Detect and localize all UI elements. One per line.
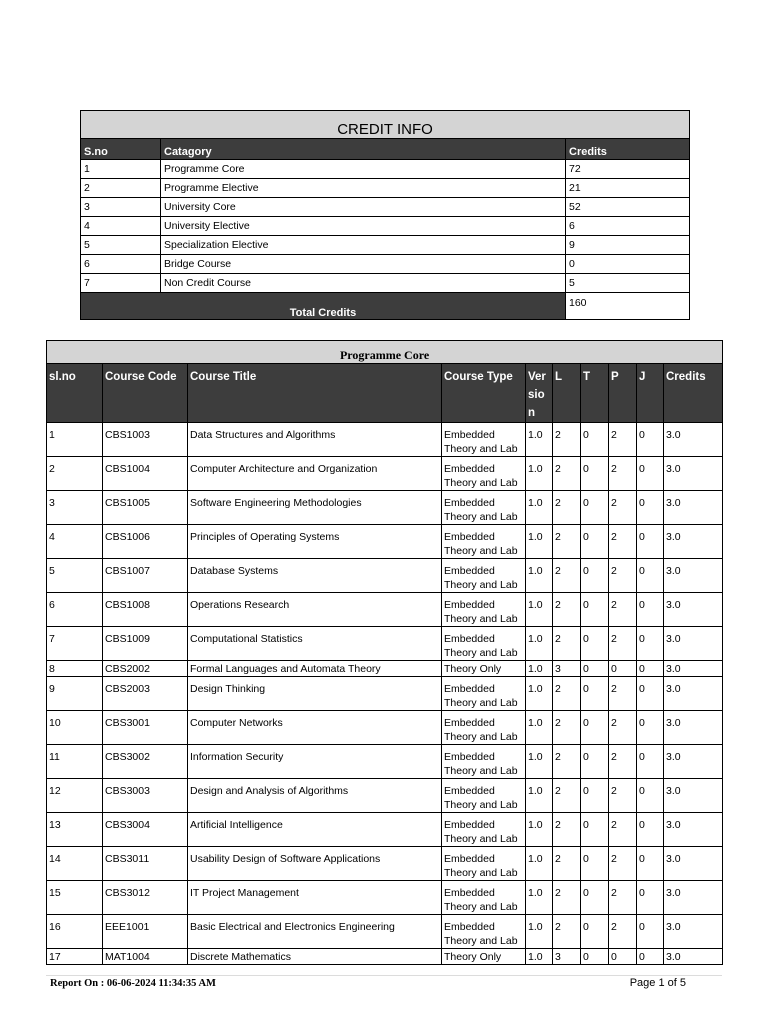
course-code: CBS3012 [103, 881, 188, 915]
course-slno: 8 [47, 661, 103, 677]
course-title: Basic Electrical and Electronics Engineering [188, 915, 442, 949]
course-credits: 3.0 [664, 457, 723, 491]
course-t: 0 [581, 847, 609, 881]
core-header-l: L [553, 364, 581, 423]
course-j: 0 [637, 881, 664, 915]
course-title: Principles of Operating Systems [188, 525, 442, 559]
course-version: 1.0 [526, 711, 553, 745]
course-row [47, 559, 723, 593]
programme-core-table [46, 340, 723, 965]
course-p: 2 [609, 915, 637, 949]
credit-sno: 4 [81, 217, 161, 236]
course-j: 0 [637, 949, 664, 965]
course-slno: 9 [47, 677, 103, 711]
course-code: CBS1003 [103, 423, 188, 457]
course-slno: 1 [47, 423, 103, 457]
course-code: EEE1001 [103, 915, 188, 949]
course-p: 2 [609, 627, 637, 661]
credit-category: University Elective [161, 217, 566, 236]
course-version: 1.0 [526, 745, 553, 779]
course-l: 2 [553, 491, 581, 525]
credit-sno: 1 [81, 160, 161, 179]
course-row [47, 627, 723, 661]
course-credits: 3.0 [664, 779, 723, 813]
course-slno: 3 [47, 491, 103, 525]
course-p: 2 [609, 525, 637, 559]
course-p: 2 [609, 423, 637, 457]
course-p: 2 [609, 711, 637, 745]
credit-sno: 2 [81, 179, 161, 198]
course-t: 0 [581, 949, 609, 965]
core-header-title: Course Title [188, 364, 442, 423]
course-title: Computer Architecture and Organization [188, 457, 442, 491]
credit-row [81, 236, 690, 255]
course-t: 0 [581, 779, 609, 813]
course-j: 0 [637, 593, 664, 627]
credit-value: 5 [566, 274, 690, 293]
credit-sno: 6 [81, 255, 161, 274]
course-type: Embedded Theory and Lab [442, 779, 526, 813]
course-version: 1.0 [526, 677, 553, 711]
course-version: 1.0 [526, 915, 553, 949]
course-type: Embedded Theory and Lab [442, 491, 526, 525]
credit-sno: 7 [81, 274, 161, 293]
course-credits: 3.0 [664, 661, 723, 677]
course-title: Discrete Mathematics [188, 949, 442, 965]
course-type: Embedded Theory and Lab [442, 525, 526, 559]
core-header-t: T [581, 364, 609, 423]
course-j: 0 [637, 779, 664, 813]
course-title: IT Project Management [188, 881, 442, 915]
course-j: 0 [637, 491, 664, 525]
course-code: CBS3003 [103, 779, 188, 813]
course-t: 0 [581, 559, 609, 593]
course-slno: 16 [47, 915, 103, 949]
credit-value: 72 [566, 160, 690, 179]
report-timestamp: Report On : 06-06-2024 11:34:35 AM [50, 978, 216, 989]
credit-header-credits: Credits [566, 139, 690, 160]
course-j: 0 [637, 711, 664, 745]
course-version: 1.0 [526, 661, 553, 677]
course-l: 2 [553, 627, 581, 661]
course-row [47, 593, 723, 627]
course-l: 2 [553, 745, 581, 779]
course-slno: 10 [47, 711, 103, 745]
credit-sno: 5 [81, 236, 161, 255]
course-p: 2 [609, 559, 637, 593]
course-row [47, 915, 723, 949]
core-header-version: Ver sio n [526, 364, 553, 423]
credit-row [81, 217, 690, 236]
course-l: 2 [553, 711, 581, 745]
course-j: 0 [637, 813, 664, 847]
course-l: 2 [553, 593, 581, 627]
course-type: Embedded Theory and Lab [442, 915, 526, 949]
course-version: 1.0 [526, 525, 553, 559]
course-code: CBS1006 [103, 525, 188, 559]
course-t: 0 [581, 745, 609, 779]
course-code: CBS1009 [103, 627, 188, 661]
course-credits: 3.0 [664, 915, 723, 949]
course-row [47, 661, 723, 677]
course-p: 2 [609, 457, 637, 491]
credit-info-title: CREDIT INFO [81, 111, 690, 139]
course-version: 1.0 [526, 491, 553, 525]
course-slno: 12 [47, 779, 103, 813]
credit-row [81, 274, 690, 293]
course-row [47, 847, 723, 881]
course-credits: 3.0 [664, 423, 723, 457]
course-row [47, 491, 723, 525]
credit-category: Specialization Elective [161, 236, 566, 255]
course-title: Information Security [188, 745, 442, 779]
course-j: 0 [637, 423, 664, 457]
course-row [47, 423, 723, 457]
course-slno: 13 [47, 813, 103, 847]
course-code: CBS3004 [103, 813, 188, 847]
course-version: 1.0 [526, 627, 553, 661]
course-j: 0 [637, 559, 664, 593]
credit-category: Programme Core [161, 160, 566, 179]
core-header-code: Course Code [103, 364, 188, 423]
course-version: 1.0 [526, 457, 553, 491]
course-l: 2 [553, 423, 581, 457]
course-row [47, 949, 723, 965]
course-p: 2 [609, 847, 637, 881]
course-title: Design Thinking [188, 677, 442, 711]
credit-row [81, 179, 690, 198]
programme-core-title: Programme Core [47, 341, 723, 364]
course-title: Computer Networks [188, 711, 442, 745]
course-t: 0 [581, 593, 609, 627]
course-code: CBS1007 [103, 559, 188, 593]
core-header-p: P [609, 364, 637, 423]
course-t: 0 [581, 711, 609, 745]
course-row [47, 881, 723, 915]
credit-value: 9 [566, 236, 690, 255]
course-t: 0 [581, 661, 609, 677]
course-l: 2 [553, 457, 581, 491]
course-code: CBS3001 [103, 711, 188, 745]
course-code: MAT1004 [103, 949, 188, 965]
course-type: Theory Only [442, 661, 526, 677]
course-t: 0 [581, 813, 609, 847]
credit-info-table [80, 110, 690, 320]
course-j: 0 [637, 525, 664, 559]
course-j: 0 [637, 457, 664, 491]
course-t: 0 [581, 915, 609, 949]
course-l: 2 [553, 881, 581, 915]
course-title: Formal Languages and Automata Theory [188, 661, 442, 677]
credit-header-sno: S.no [81, 139, 161, 160]
course-version: 1.0 [526, 881, 553, 915]
core-header-j: J [637, 364, 664, 423]
course-title: Data Structures and Algorithms [188, 423, 442, 457]
core-header-credits: Credits [664, 364, 723, 423]
course-slno: 4 [47, 525, 103, 559]
course-credits: 3.0 [664, 745, 723, 779]
course-t: 0 [581, 491, 609, 525]
course-title: Software Engineering Methodologies [188, 491, 442, 525]
course-p: 2 [609, 593, 637, 627]
course-t: 0 [581, 627, 609, 661]
course-credits: 3.0 [664, 559, 723, 593]
course-p: 2 [609, 677, 637, 711]
course-version: 1.0 [526, 593, 553, 627]
course-credits: 3.0 [664, 847, 723, 881]
credit-category: Non Credit Course [161, 274, 566, 293]
course-j: 0 [637, 627, 664, 661]
course-p: 2 [609, 881, 637, 915]
course-row [47, 525, 723, 559]
course-j: 0 [637, 677, 664, 711]
course-code: CBS3002 [103, 745, 188, 779]
course-t: 0 [581, 677, 609, 711]
course-j: 0 [637, 745, 664, 779]
page-footer [46, 975, 722, 996]
course-slno: 15 [47, 881, 103, 915]
course-l: 2 [553, 559, 581, 593]
course-type: Theory Only [442, 949, 526, 965]
credit-category: University Core [161, 198, 566, 217]
course-version: 1.0 [526, 847, 553, 881]
credit-value: 21 [566, 179, 690, 198]
course-version: 1.0 [526, 949, 553, 965]
course-l: 2 [553, 847, 581, 881]
course-p: 0 [609, 949, 637, 965]
course-type: Embedded Theory and Lab [442, 813, 526, 847]
course-p: 2 [609, 491, 637, 525]
credit-category: Programme Elective [161, 179, 566, 198]
course-t: 0 [581, 423, 609, 457]
course-j: 0 [637, 847, 664, 881]
course-credits: 3.0 [664, 949, 723, 965]
credit-row [81, 255, 690, 274]
course-slno: 5 [47, 559, 103, 593]
course-slno: 7 [47, 627, 103, 661]
course-t: 0 [581, 525, 609, 559]
course-credits: 3.0 [664, 593, 723, 627]
course-type: Embedded Theory and Lab [442, 627, 526, 661]
course-slno: 14 [47, 847, 103, 881]
core-header-slno: sl.no [47, 364, 103, 423]
course-row [47, 711, 723, 745]
course-title: Database Systems [188, 559, 442, 593]
course-code: CBS2002 [103, 661, 188, 677]
course-l: 2 [553, 915, 581, 949]
course-slno: 11 [47, 745, 103, 779]
course-row [47, 779, 723, 813]
course-t: 0 [581, 457, 609, 491]
course-version: 1.0 [526, 779, 553, 813]
page-number: Page 1 of 5 [629, 977, 686, 989]
course-row [47, 813, 723, 847]
course-code: CBS1004 [103, 457, 188, 491]
credit-row [81, 160, 690, 179]
course-type: Embedded Theory and Lab [442, 711, 526, 745]
course-type: Embedded Theory and Lab [442, 593, 526, 627]
course-l: 2 [553, 779, 581, 813]
course-credits: 3.0 [664, 813, 723, 847]
total-credits-label: Total Credits [81, 293, 566, 320]
course-l: 3 [553, 949, 581, 965]
course-l: 2 [553, 813, 581, 847]
total-credits-value: 160 [566, 293, 690, 320]
course-title: Computational Statistics [188, 627, 442, 661]
course-version: 1.0 [526, 559, 553, 593]
course-code: CBS1008 [103, 593, 188, 627]
course-slno: 6 [47, 593, 103, 627]
course-credits: 3.0 [664, 711, 723, 745]
course-l: 3 [553, 661, 581, 677]
course-credits: 3.0 [664, 491, 723, 525]
course-credits: 3.0 [664, 677, 723, 711]
course-title: Design and Analysis of Algorithms [188, 779, 442, 813]
course-credits: 3.0 [664, 525, 723, 559]
course-l: 2 [553, 677, 581, 711]
course-row [47, 745, 723, 779]
course-type: Embedded Theory and Lab [442, 745, 526, 779]
course-credits: 3.0 [664, 627, 723, 661]
course-slno: 2 [47, 457, 103, 491]
credit-header-category: Catagory [161, 139, 566, 160]
course-type: Embedded Theory and Lab [442, 677, 526, 711]
credit-category: Bridge Course [161, 255, 566, 274]
course-code: CBS2003 [103, 677, 188, 711]
course-code: CBS1005 [103, 491, 188, 525]
credit-value: 52 [566, 198, 690, 217]
course-type: Embedded Theory and Lab [442, 457, 526, 491]
credit-value: 6 [566, 217, 690, 236]
course-title: Artificial Intelligence [188, 813, 442, 847]
course-version: 1.0 [526, 423, 553, 457]
course-title: Operations Research [188, 593, 442, 627]
course-type: Embedded Theory and Lab [442, 881, 526, 915]
course-type: Embedded Theory and Lab [442, 847, 526, 881]
course-version: 1.0 [526, 813, 553, 847]
course-row [47, 457, 723, 491]
course-type: Embedded Theory and Lab [442, 423, 526, 457]
credit-row [81, 198, 690, 217]
course-p: 2 [609, 779, 637, 813]
course-p: 2 [609, 745, 637, 779]
course-credits: 3.0 [664, 881, 723, 915]
course-code: CBS3011 [103, 847, 188, 881]
course-t: 0 [581, 881, 609, 915]
credit-sno: 3 [81, 198, 161, 217]
course-p: 2 [609, 813, 637, 847]
course-title: Usability Design of Software Applications [188, 847, 442, 881]
course-l: 2 [553, 525, 581, 559]
course-p: 0 [609, 661, 637, 677]
credit-value: 0 [566, 255, 690, 274]
course-slno: 17 [47, 949, 103, 965]
course-row [47, 677, 723, 711]
course-j: 0 [637, 915, 664, 949]
course-type: Embedded Theory and Lab [442, 559, 526, 593]
course-j: 0 [637, 661, 664, 677]
core-header-type: Course Type [442, 364, 526, 423]
